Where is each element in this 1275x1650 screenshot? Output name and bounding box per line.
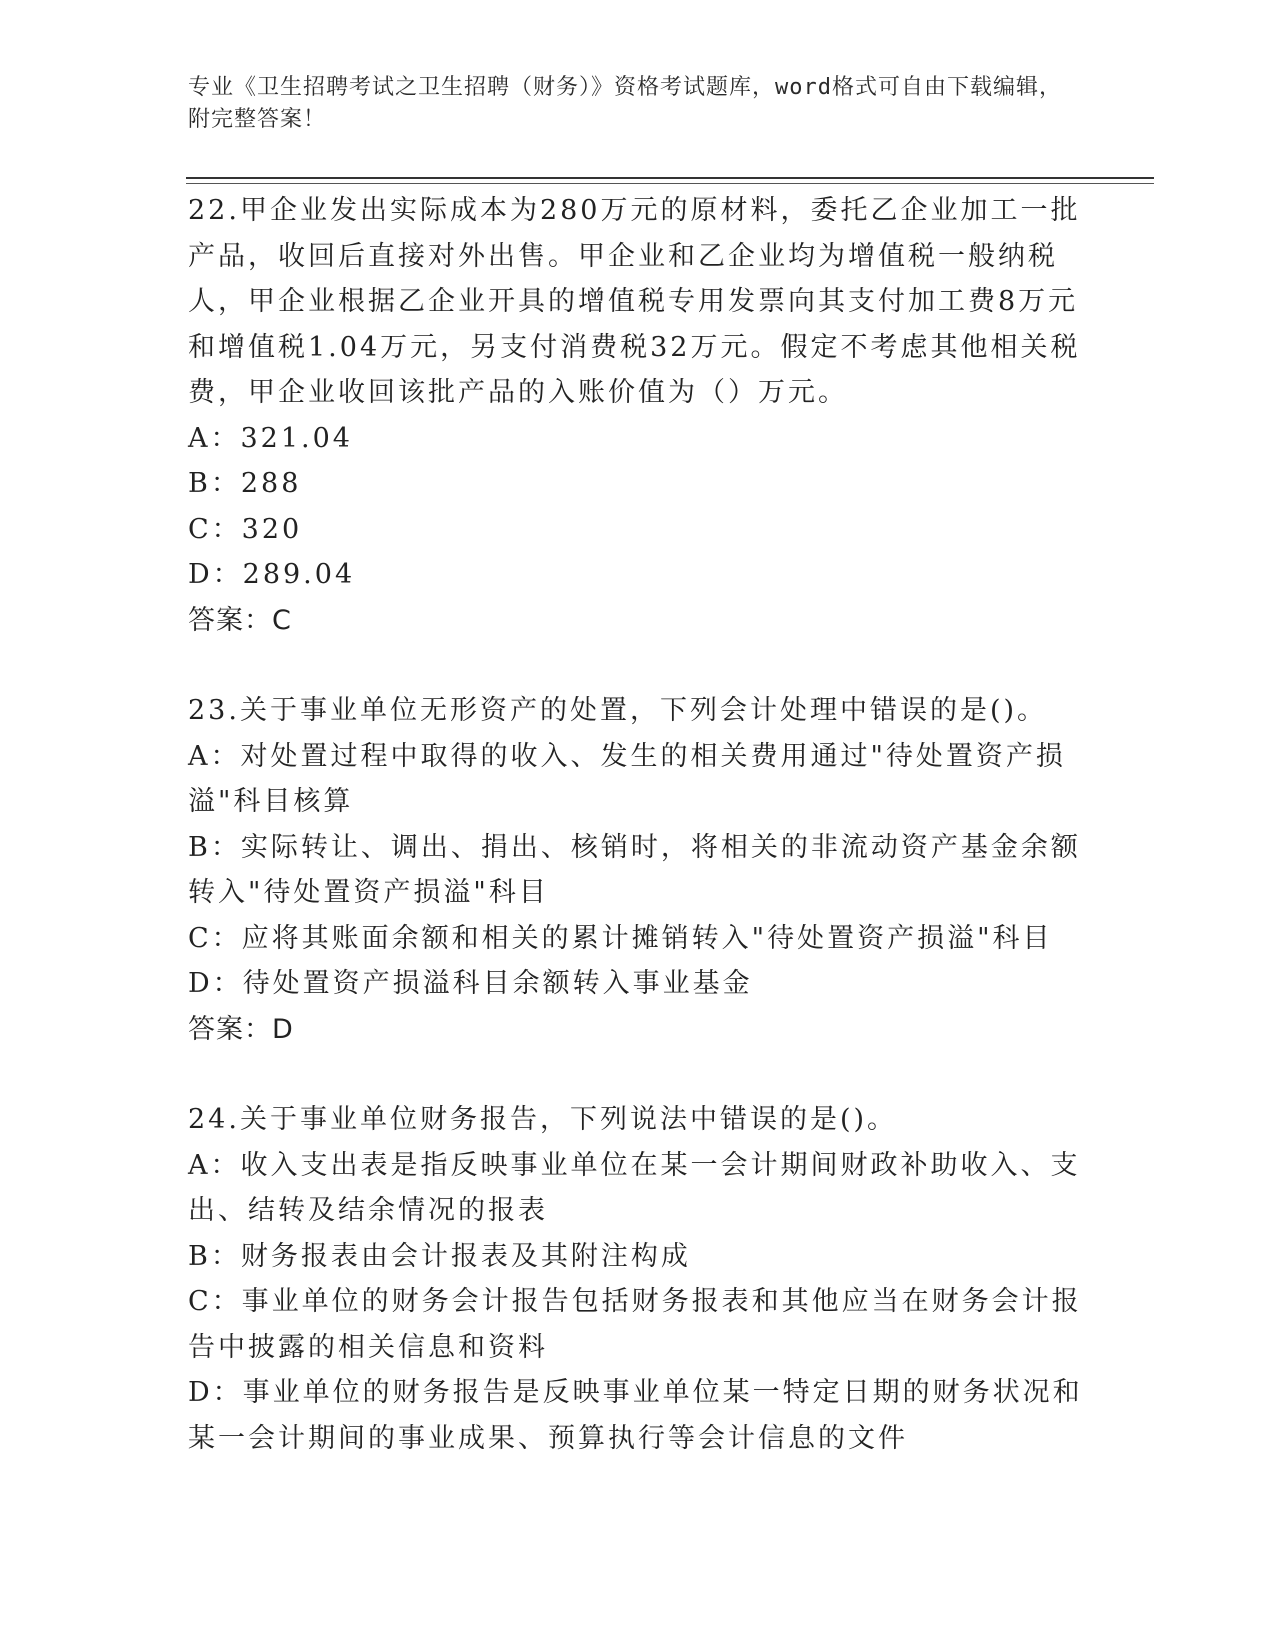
- document-header: 专业《卫生招聘考试之卫生招聘（财务）》资格考试题库，word格式可自由下载编辑，附完整答案！: [188, 75, 1062, 132]
- option-a: A：对处置过程中取得的收入、发生的相关费用通过"待处置资产损溢"科目核算: [188, 740, 1066, 817]
- question-24: [188, 1097, 1088, 1461]
- option-c: C：应将其账面余额和相关的累计摊销转入"待处置资产损溢"科目: [188, 922, 1053, 954]
- option-d: D：289.04: [188, 559, 356, 590]
- question-stem: 24.关于事业单位财务报告，下列说法中错误的是()。: [188, 1104, 898, 1135]
- option-d: D：事业单位的财务报告是反映事业单位某一特定日期的财务状况和某一会计期间的事业成果、预算执行等会计信息的文件: [188, 1377, 1083, 1454]
- question-22: [188, 188, 1088, 643]
- option-b: B：财务报表由会计报表及其附注构成: [188, 1240, 691, 1272]
- option-c: C：事业单位的财务会计报告包括财务报表和其他应当在财务会计报告中披露的相关信息和资料: [188, 1286, 1082, 1363]
- question-stem: 23.关于事业单位无形资产的处置，下列会计处理中错误的是()。: [188, 695, 1048, 726]
- header-divider: [186, 177, 1154, 179]
- option-d: D：待处置资产损溢科目余额转入事业基金: [188, 968, 753, 999]
- answer-line: 答案：C: [188, 604, 292, 636]
- option-a: A：321.04: [188, 422, 353, 454]
- option-b: B：288: [188, 468, 302, 499]
- question-23: [188, 688, 1088, 1052]
- option-b: B：实际转让、调出、捐出、核销时，将相关的非流动资产基金余额转入"待处置资产损溢"科目: [188, 831, 1081, 908]
- answer-line: 答案：D: [188, 1013, 294, 1045]
- question-list: [188, 188, 1088, 1506]
- header-divider-thin: [186, 183, 1154, 184]
- option-a: A：收入支出表是指反映事业单位在某一会计期间财政补助收入、支出、结转及结余情况的报表: [188, 1149, 1081, 1226]
- option-c: C：320: [188, 513, 303, 545]
- question-stem: 22.甲企业发出实际成本为280万元的原材料，委托乙企业加工一批产品，收回后直接对外出售。甲企业和乙企业均为增值税一般纳税人，甲企业根据乙企业开具的增值税专用发票向其支付加工费8万元和增值税1.04万元，另支付消费税32万元。假定不考虑其他相关税费，甲企业收回该批产品的入账价值为（）万元。: [188, 195, 1081, 408]
